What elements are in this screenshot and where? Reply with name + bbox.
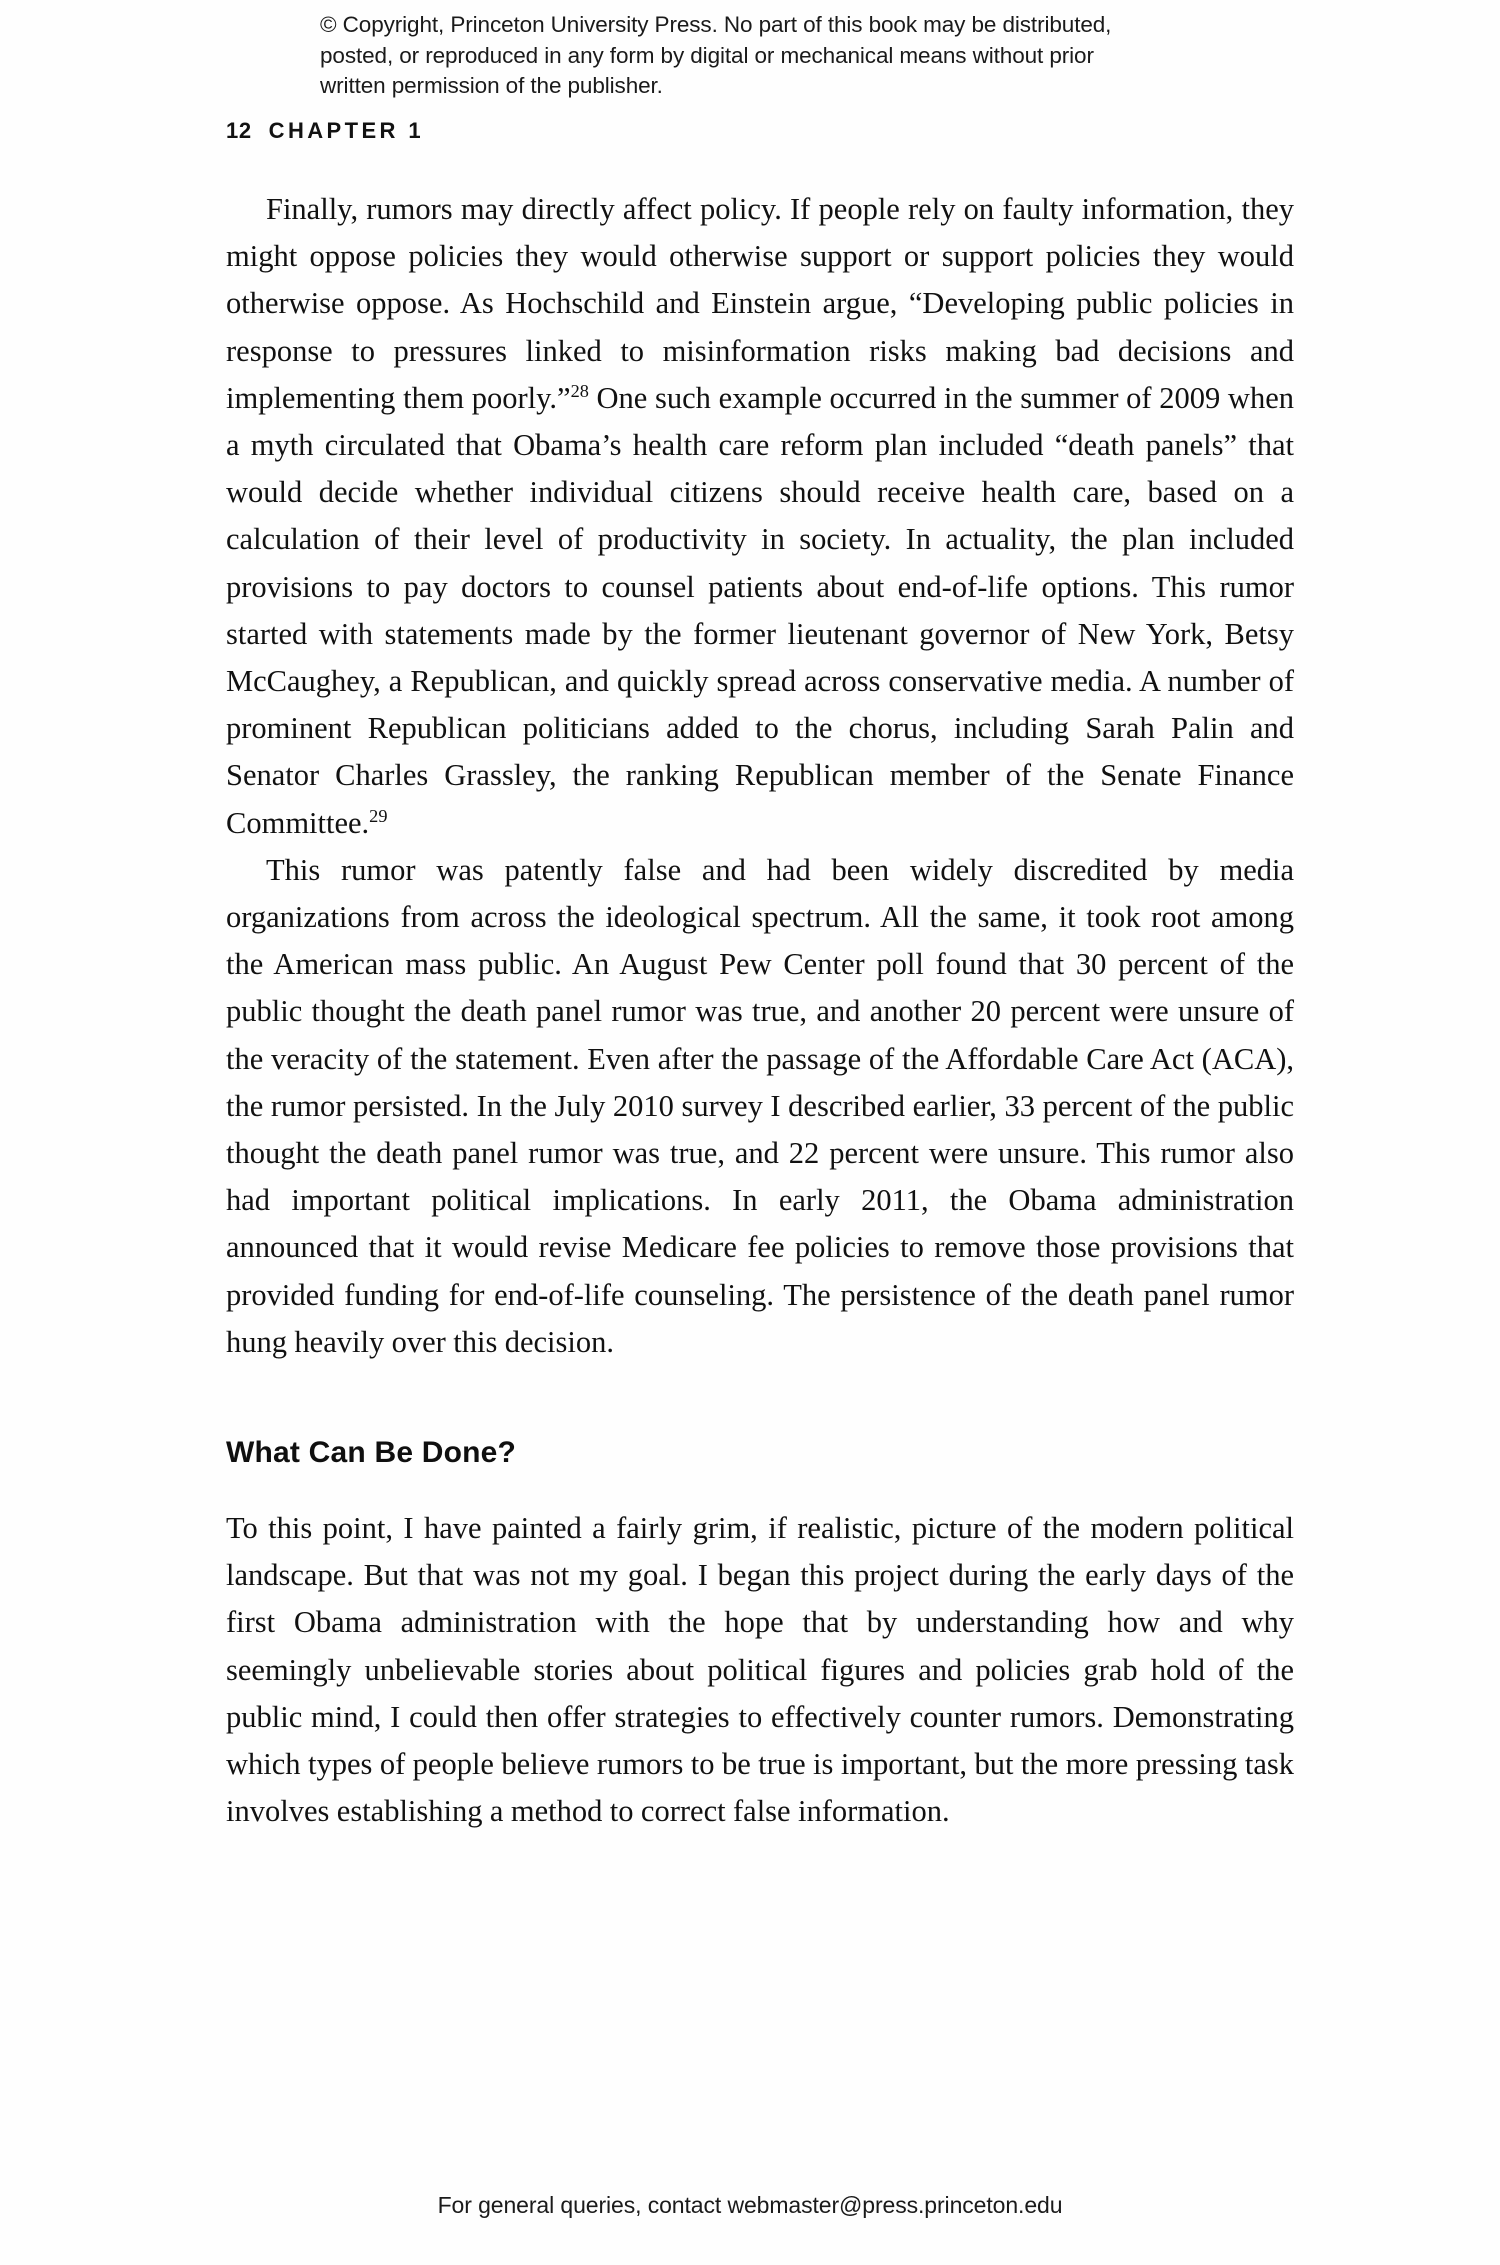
- chapter-label: CHAPTER 1: [268, 118, 424, 143]
- section-heading-what-can-be-done: What Can Be Done?: [226, 1436, 517, 1470]
- paragraph-text-a: Finally, rumors may directly affect policy. If people rely on faulty information, they might oppose policies they would otherwise support or support policies they would otherwise oppose. As Hochschild and Einstein argue, “Developing public policies in response to pressures linked to misinformation risks making bad decisions and implementing them poorly.”: [226, 192, 1294, 415]
- paragraph-to-this-point: To this point, I have painted a fairly grim, if realistic, picture of the modern political landscape. But that was not my goal. I began this project during the early days of the first Obama administration with the hope that by understanding how and why seemingly unbelievable stories about political figures and policies grab hold of the public mind, I could then offer strategies to effectively counter rumors. Demonstrating which types of people believe rumors to be true is important, but the more pressing task involves establishing a method to correct false information.: [226, 1511, 1294, 1829]
- heading-spacer-bottom: [226, 1470, 1294, 1505]
- heading-spacer-top: [226, 1366, 1294, 1436]
- copyright-notice: © Copyright, Princeton University Press. No part of this book may be distributed, posted, or reproduced in any form by digital or mechanical means without prior written permission of the publisher.: [320, 12, 1112, 98]
- paragraph-rumor-patently-false: This rumor was patently false and had been widely discredited by media organizations from across the ideological spectrum. All the same, it took root among the American mass public. An August Pew Center poll found that 30 percent of the public thought the death panel rumor was true, and another 20 percent were unsure of the veracity of the statement. Even after the passage of the Affordable Care Act (ACA), the rumor persisted. In the July 2010 survey I described earlier, 33 percent of the public thought the death panel rumor was true, and 22 percent were unsure. This rumor also had important political implications. In early 2011, the Obama administration announced that it would revise Medicare fee policies to remove those provisions that provided funding for end-of-life counseling. The persistence of the death panel rumor hung heavily over this decision.: [226, 852, 1294, 1359]
- footnote-marker-29: 29: [369, 805, 388, 826]
- running-head: [226, 118, 424, 144]
- footer-general-queries: For general queries, contact webmaster@press.princeton.edu: [437, 2192, 1063, 2218]
- text-column: [226, 186, 1294, 1836]
- page-number: 12: [226, 118, 252, 143]
- paragraph-text-b: One such example occurred in the summer of 2009 when a myth circulated that Obama’s health care reform plan included “death panels” that would decide whether individual citizens should receive health care, based on a calculation of their level of productivity in society. In actuality, the plan included provisions to pay doctors to counsel patients about end-of-life options. This rumor started with statements made by the former lieutenant governor of New York, Betsy McCaughey, a Republican, and quickly spread across conservative media. A number of prominent Republican politicians added to the chorus, including Sarah Palin and Senator Charles Grassley, the ranking Republican member of the Senate Finance Committee.: [226, 380, 1294, 840]
- paragraph-rumors-affect-policy: [226, 186, 1294, 847]
- footnote-marker-28: 28: [570, 380, 589, 401]
